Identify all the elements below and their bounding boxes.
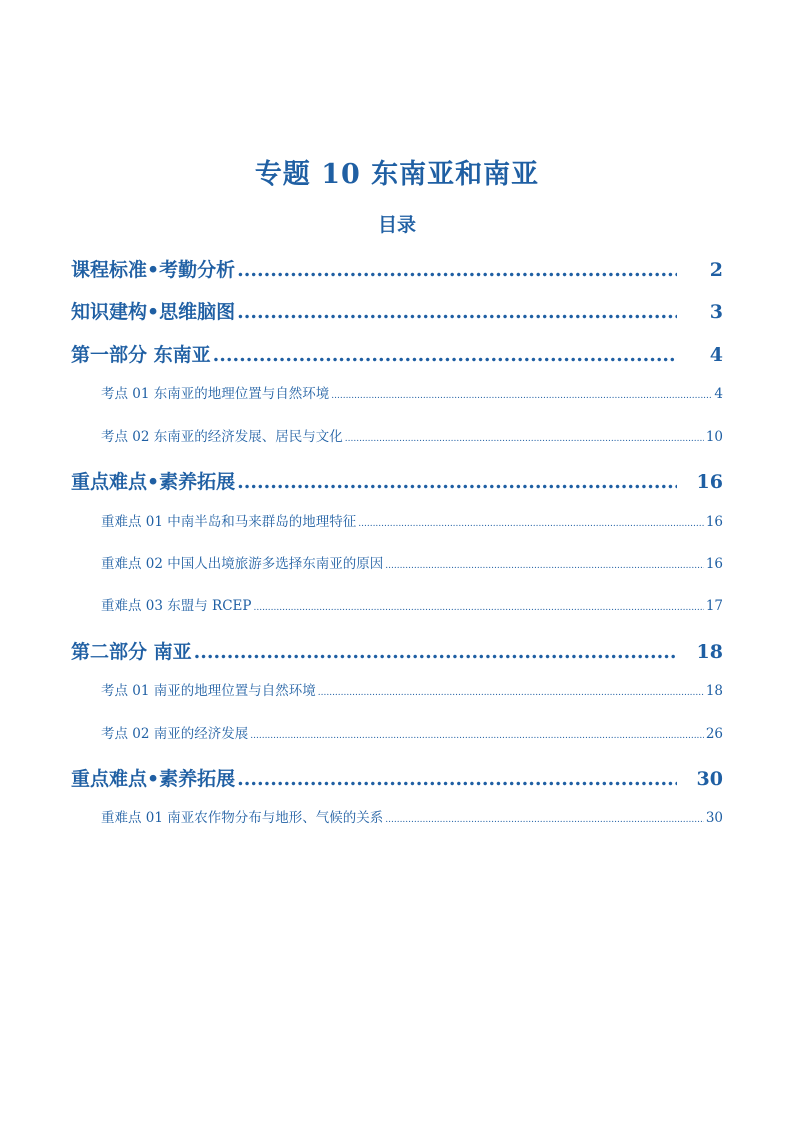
toc-page-number: 3	[709, 301, 723, 323]
toc-page-number: 30	[696, 768, 723, 790]
toc-entry-difficult-03-sea[interactable]	[101, 594, 723, 614]
document-title: 专题 10 东南亚和南亚	[254, 159, 540, 190]
toc-entry-point-01-sa[interactable]	[101, 679, 723, 699]
toc-entry-label: 重难点 01 南亚农作物分布与地形、气候的关系	[101, 810, 384, 826]
toc-entry-knowledge-map[interactable]	[71, 297, 723, 323]
toc-page-number: 18	[696, 641, 723, 663]
toc-entry-key-points-2[interactable]	[71, 764, 723, 790]
toc-entry-label: 考点 01 东南亚的地理位置与自然环境	[101, 386, 330, 402]
toc-page-number: 30	[705, 810, 723, 826]
toc-page-number: 16	[696, 471, 723, 493]
toc-entry-difficult-02-sea[interactable]	[101, 552, 723, 572]
toc-page-number: 26	[705, 726, 723, 742]
toc-entry-label: 重点难点•素养拓展	[71, 471, 236, 493]
toc-leader-dots	[237, 768, 677, 790]
toc-leader-dots	[345, 434, 704, 444]
toc-entry-label: 课程标准•考勤分析	[71, 259, 236, 281]
toc-leader-dots	[213, 344, 677, 366]
toc-leader-dots	[237, 471, 677, 493]
toc-leader-dots	[358, 519, 704, 529]
toc-page-number: 4	[709, 344, 723, 366]
toc-page-number: 10	[705, 429, 723, 445]
toc-entry-course-standard[interactable]	[71, 255, 723, 281]
toc-leader-dots	[385, 561, 704, 571]
toc-leader-dots	[253, 603, 703, 613]
toc-heading: 目录	[377, 214, 416, 236]
toc-entry-label: 第一部分 东南亚	[71, 344, 211, 366]
toc-page-number: 17	[705, 598, 723, 614]
toc-page-number: 16	[705, 514, 723, 530]
toc-leader-dots	[331, 391, 712, 401]
toc-entry-point-01-sea[interactable]	[101, 382, 723, 402]
toc-leader-dots	[194, 641, 677, 663]
toc-page-number: 16	[705, 556, 723, 572]
toc-entry-part-one[interactable]	[71, 340, 723, 366]
toc-entry-label: 重点难点•素养拓展	[71, 768, 236, 790]
toc-entry-label: 知识建构•思维脑图	[71, 301, 236, 323]
toc-entry-label: 重难点 03 东盟与 RCEP	[101, 598, 252, 614]
toc-entry-difficult-01-sea[interactable]	[101, 510, 723, 530]
toc-leader-dots	[237, 259, 677, 281]
toc-leader-dots	[318, 688, 704, 698]
toc-entry-difficult-01-sa[interactable]	[101, 806, 723, 826]
toc-entry-part-two[interactable]	[71, 637, 723, 663]
toc-entry-key-points-1[interactable]	[71, 467, 723, 493]
toc-entry-label: 考点 01 南亚的地理位置与自然环境	[101, 683, 316, 699]
toc-page-number: 4	[714, 386, 723, 402]
toc-entry-point-02-sea[interactable]	[101, 425, 723, 445]
toc-entry-label: 重难点 02 中国人出境旅游多选择东南亚的原因	[101, 556, 384, 572]
toc-entry-label: 第二部分 南亚	[71, 641, 192, 663]
toc-entry-label: 考点 02 南亚的经济发展	[101, 726, 249, 742]
toc-page-number: 2	[709, 259, 723, 281]
toc-entry-label: 考点 02 东南亚的经济发展、居民与文化	[101, 429, 343, 445]
toc-entry-point-02-sa[interactable]	[101, 722, 723, 742]
toc-leader-dots	[385, 815, 704, 825]
toc-entry-label: 重难点 01 中南半岛和马来群岛的地理特征	[101, 514, 357, 530]
toc-leader-dots	[237, 301, 677, 323]
toc-page-number: 18	[705, 683, 723, 699]
toc-leader-dots	[250, 731, 704, 741]
